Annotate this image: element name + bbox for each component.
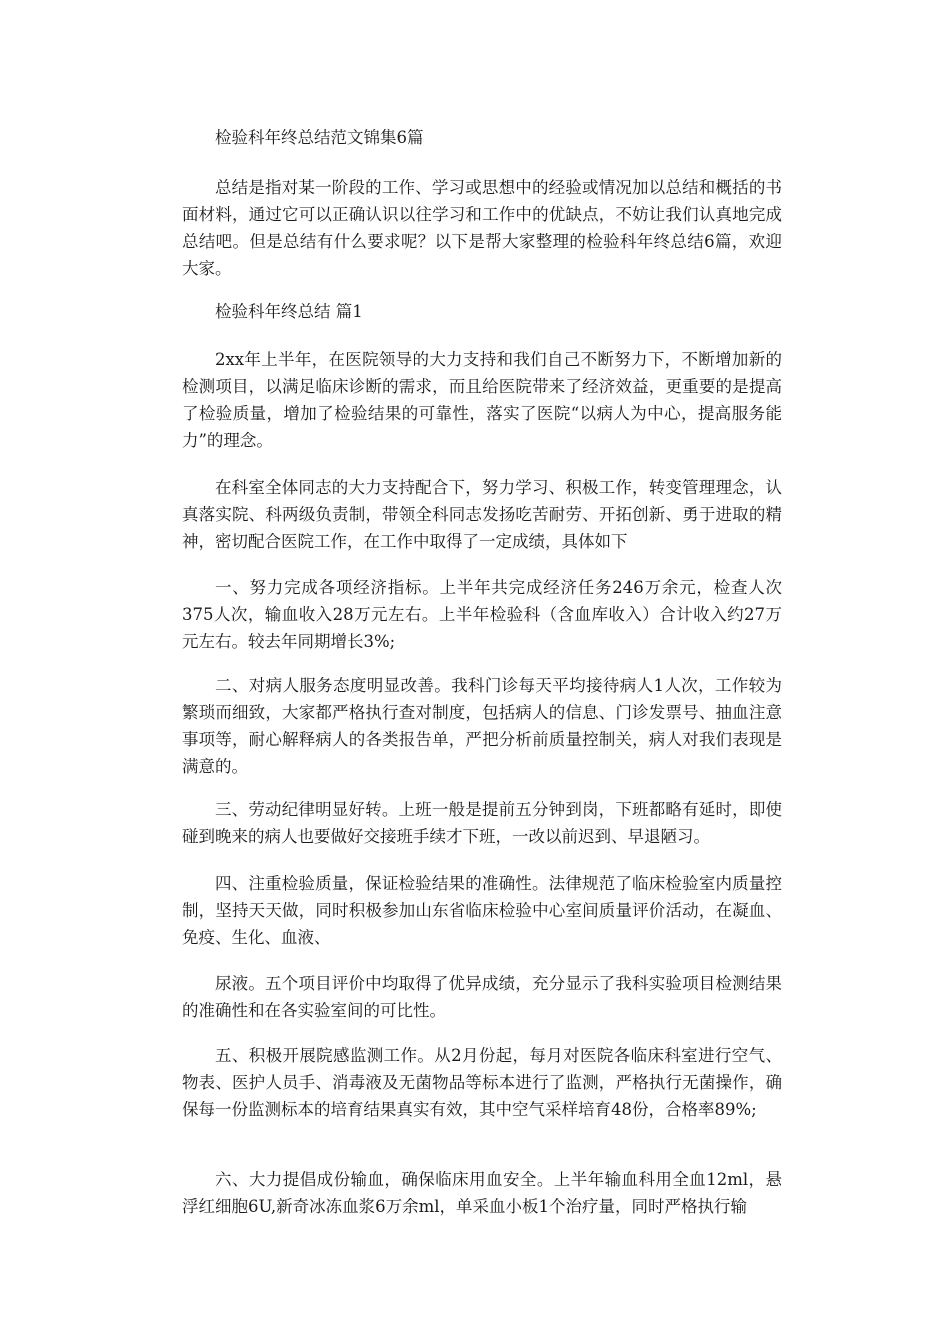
document-title: 检验科年终总结范文锦集6篇	[215, 128, 424, 147]
intro-paragraph: 总结是指对某一阶段的工作、学习或思想中的经验或情况加以总结和概括的书面材料，通过它可以正确认识以往学习和工作中的优缺点，不妨让我们认真地完成总结吧。但是总结有什么要求呢？以下是帮大家整理的检验科年终总结6篇，欢迎大家。	[182, 178, 782, 278]
body-paragraph: 四、注重检验质量，保证检验结果的准确性。法律规范了临床检验室内质量控制，坚持天天做，同时积极参加山东省临床检验中心室间质量评价活动，在凝血、免疫、生化、血液、	[182, 874, 782, 947]
body-paragraph: 尿液。五个项目评价中均取得了优异成绩，充分显示了我科实验项目检测结果的准确性和在各实验室间的可比性。	[182, 974, 782, 1020]
section-heading: 检验科年终总结 篇1	[215, 302, 363, 321]
body-paragraph: 二、对病人服务态度明显改善。我科门诊每天平均接待病人1人次，工作较为繁琐而细致，大家都严格执行查对制度，包括病人的信息、门诊发票号、抽血注意事项等，耐心解释病人的各类报告单，严把分析前质量控制关，病人对我们表现是满意的。	[182, 676, 782, 776]
body-paragraph: 三、劳动纪律明显好转。上班一般是提前五分钟到岗，下班都略有延时，即使碰到晚来的病人也要做好交接班手续才下班，一改以前迟到、早退陋习。	[182, 800, 782, 846]
body-paragraph: 在科室全体同志的大力支持配合下，努力学习、积极工作，转变管理理念，认真落实院、科两级负责制，带领全科同志发扬吃苦耐劳、开拓创新、勇于进取的精神，密切配合医院工作，在工作中取得了一定成绩，具体如下	[182, 478, 782, 551]
body-paragraph: 2xx年上半年，在医院领导的大力支持和我们自己不断努力下，不断增加新的检测项目，以满足临床诊断的需求，而且给医院带来了经济效益，更重要的是提高了检验质量，增加了检验结果的可靠性，落实了医院“以病人为中心，提高服务能力”的理念。	[182, 350, 782, 450]
body-paragraph: 五、积极开展院感监测工作。从2月份起，每月对医院各临床科室进行空气、物表、医护人员手、消毒液及无菌物品等标本进行了监测，严格执行无菌操作，确保每一份监测标本的培育结果真实有效，其中空气采样培育48份，合格率89%;	[182, 1046, 782, 1119]
body-paragraph: 一、努力完成各项经济指标。上半年共完成经济任务246万余元，检查人次375人次，输血收入28万元左右。上半年检验科（含血库收入）合计收入约27万元左右。较去年同期增长3%;	[182, 578, 782, 651]
body-paragraph: 六、大力提倡成份输血，确保临床用血安全。上半年输血科用全血12ml，悬浮红细胞6U,新奇冰冻血浆6万余ml，单采血小板1个治疗量，同时严格执行输	[182, 1170, 782, 1216]
